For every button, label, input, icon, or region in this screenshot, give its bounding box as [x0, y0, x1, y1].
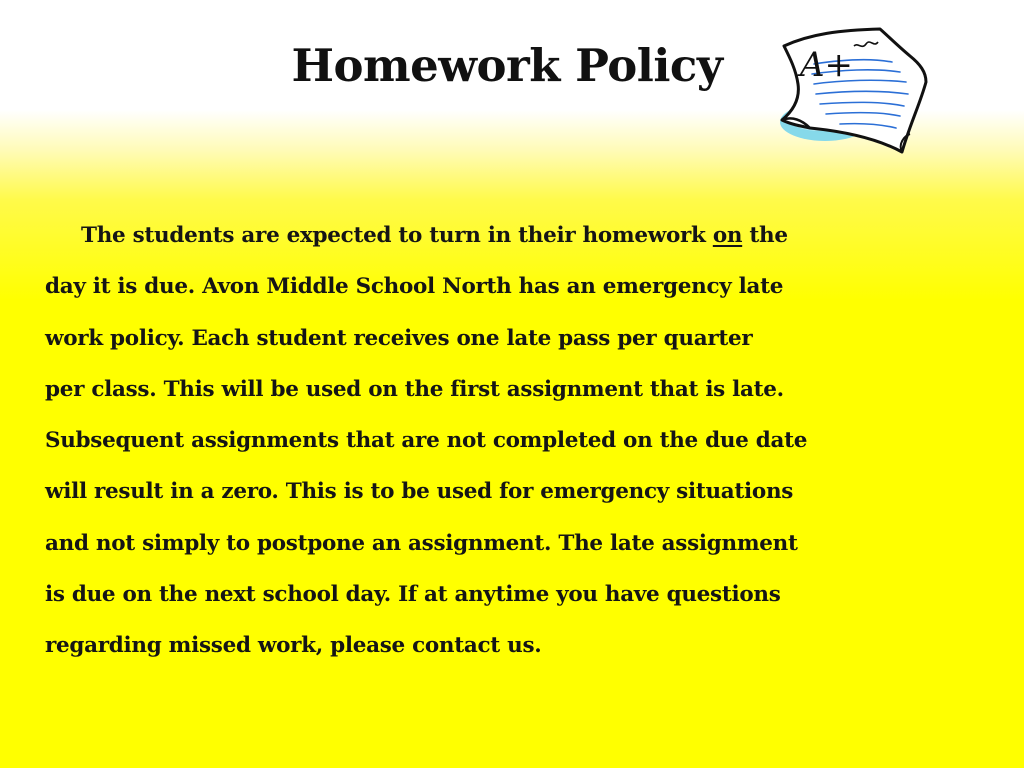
policy-paragraph [45, 210, 985, 672]
paragraph-line-3: work policy. Each student receives one late pass per quarter [45, 325, 753, 351]
paragraph-line-1: The students are expected to turn in their homework on the [81, 223, 788, 248]
slide-title: Homework Policy [291, 39, 723, 92]
paragraph-line-2: day it is due. Avon Middle School North has an emergency late [45, 274, 784, 300]
graded-paper-icon [770, 24, 940, 164]
paragraph-line-5: Subsequent assignments that are not completed on the due date [45, 428, 808, 454]
paragraph-line-7: and not simply to postpone an assignment. The late assignment [45, 530, 798, 556]
paragraph-line-8: is due on the next school day. If at anytime you have questions [45, 582, 781, 608]
emphasized-word: on [712, 223, 743, 248]
paragraph-line-6: will result in a zero. This is to be used for emergency situations [45, 479, 794, 505]
paragraph-line-4: per class. This will be used on the first assignment that is late. [45, 376, 784, 402]
paragraph-line-9: regarding missed work, please contact us. [45, 633, 542, 659]
grade-mark: A+ [800, 45, 854, 85]
